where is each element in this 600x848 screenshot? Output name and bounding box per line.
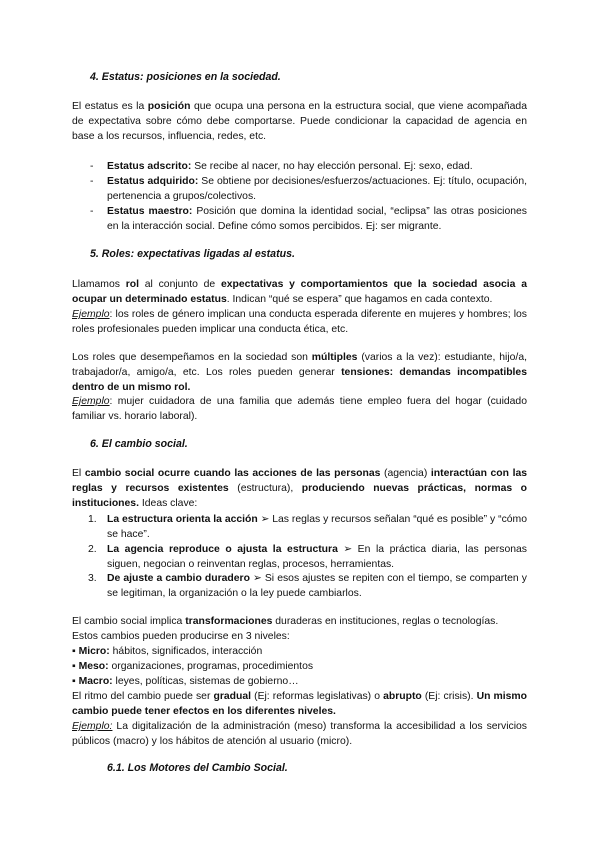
list-item: 2. La agencia reproduce o ajusta la estructura ➢ En la práctica diaria, las personas siguen, negocian o reinventan reglas, procesos, herramientas. — [88, 544, 527, 571]
role-example: Ejemplo: los roles de género implican una conducta esperada diferente en mujeres y hombres; los roles profesionales pueden implicar una conducta ética, etc. — [72, 309, 527, 336]
section-6-1-heading: 6.1. Los Motores del Cambio Social. — [107, 762, 288, 774]
list-item: 1. La estructura orienta la acción ➢ Las reglas y recursos señalan “qué es posible” y “cómo se hace”. — [88, 514, 527, 541]
social-change-paragraph: El cambio social ocurre cuando las acciones de las personas (agencia) interactúan con las reglas y recursos existentes (estructura), produciendo nuevas prácticas, normas o instituciones. Ideas clave: — [72, 468, 528, 510]
role-paragraph: Llamamos rol al conjunto de expectativas y comportamientos que la sociedad asocia a ocupar un determinado estatus. Indican “qué se espera” que hagamos en cada contexto. — [72, 279, 527, 306]
levels-intro: Estos cambios pueden producirse en 3 niveles: — [72, 631, 290, 642]
list-item: ▪ Meso: organizaciones, programas, procedimientos — [72, 661, 314, 672]
list-item: - Estatus adquirido: Se obtiene por decisiones/esfuerzos/actuaciones. Ej: título, ocupación, pertenencia a grupos/colectivos. — [90, 176, 527, 203]
section-4-heading: 4. Estatus: posiciones en la sociedad. — [90, 71, 281, 83]
change-rhythm-paragraph: El ritmo del cambio puede ser gradual (Ej: reformas legislativas) o abrupto (Ej: crisis). Un mismo cambio puede tener efectos en los diferentes niveles. — [72, 691, 528, 718]
list-item: - Estatus maestro: Posición que domina la identidad social, “eclipsa” las otras posiciones en la interacción social. Define cómo somos percibidos. Ej: ser migrante. — [90, 206, 527, 233]
roles-multiple-paragraph: Los roles que desempeñamos en la sociedad son múltiples (varios a la vez): estudiante, hijo/a, trabajador/a, amigo/a, etc. Los roles pueden generar tensiones: demandas incompatibles dentro de un mismo rol. — [72, 352, 527, 394]
list-item: ▪ Micro: hábitos, significados, interacción — [72, 646, 263, 657]
transformations-paragraph: El cambio social implica transformaciones duraderas en instituciones, reglas o tecnologías. — [72, 616, 499, 627]
roles-example: Ejemplo: mujer cuidadora de una familia que además tiene empleo fuera del hogar (cuidado familiar vs. horario laboral). — [72, 396, 527, 423]
section-5-heading: 5. Roles: expectativas ligadas al estatus. — [90, 248, 295, 260]
status-paragraph: El estatus es la posición que ocupa una persona en la estructura social, que viene acompañada de expectativa sobre cómo debe comportarse. Puede condicionar la capacidad de agencia en base a los recursos, influencia, redes, etc. — [72, 101, 527, 143]
change-example: Ejemplo: La digitalización de la administración (meso) transforma la accesibilidad a los servicios públicos (macro) y los hábitos de atención al usuario (micro). — [72, 721, 527, 748]
section-6-heading: 6. El cambio social. — [90, 438, 188, 450]
list-item: ▪ Macro: leyes, políticas, sistemas de gobierno… — [72, 676, 299, 687]
list-item: - Estatus adscrito: Se recibe al nacer, no hay elección personal. Ej: sexo, edad. — [90, 161, 473, 172]
list-item: 3. De ajuste a cambio duradero ➢ Si esos ajustes se repiten con el tiempo, se comparten y se legitiman, la organización o la ley puede cambiarlos. — [88, 573, 527, 600]
